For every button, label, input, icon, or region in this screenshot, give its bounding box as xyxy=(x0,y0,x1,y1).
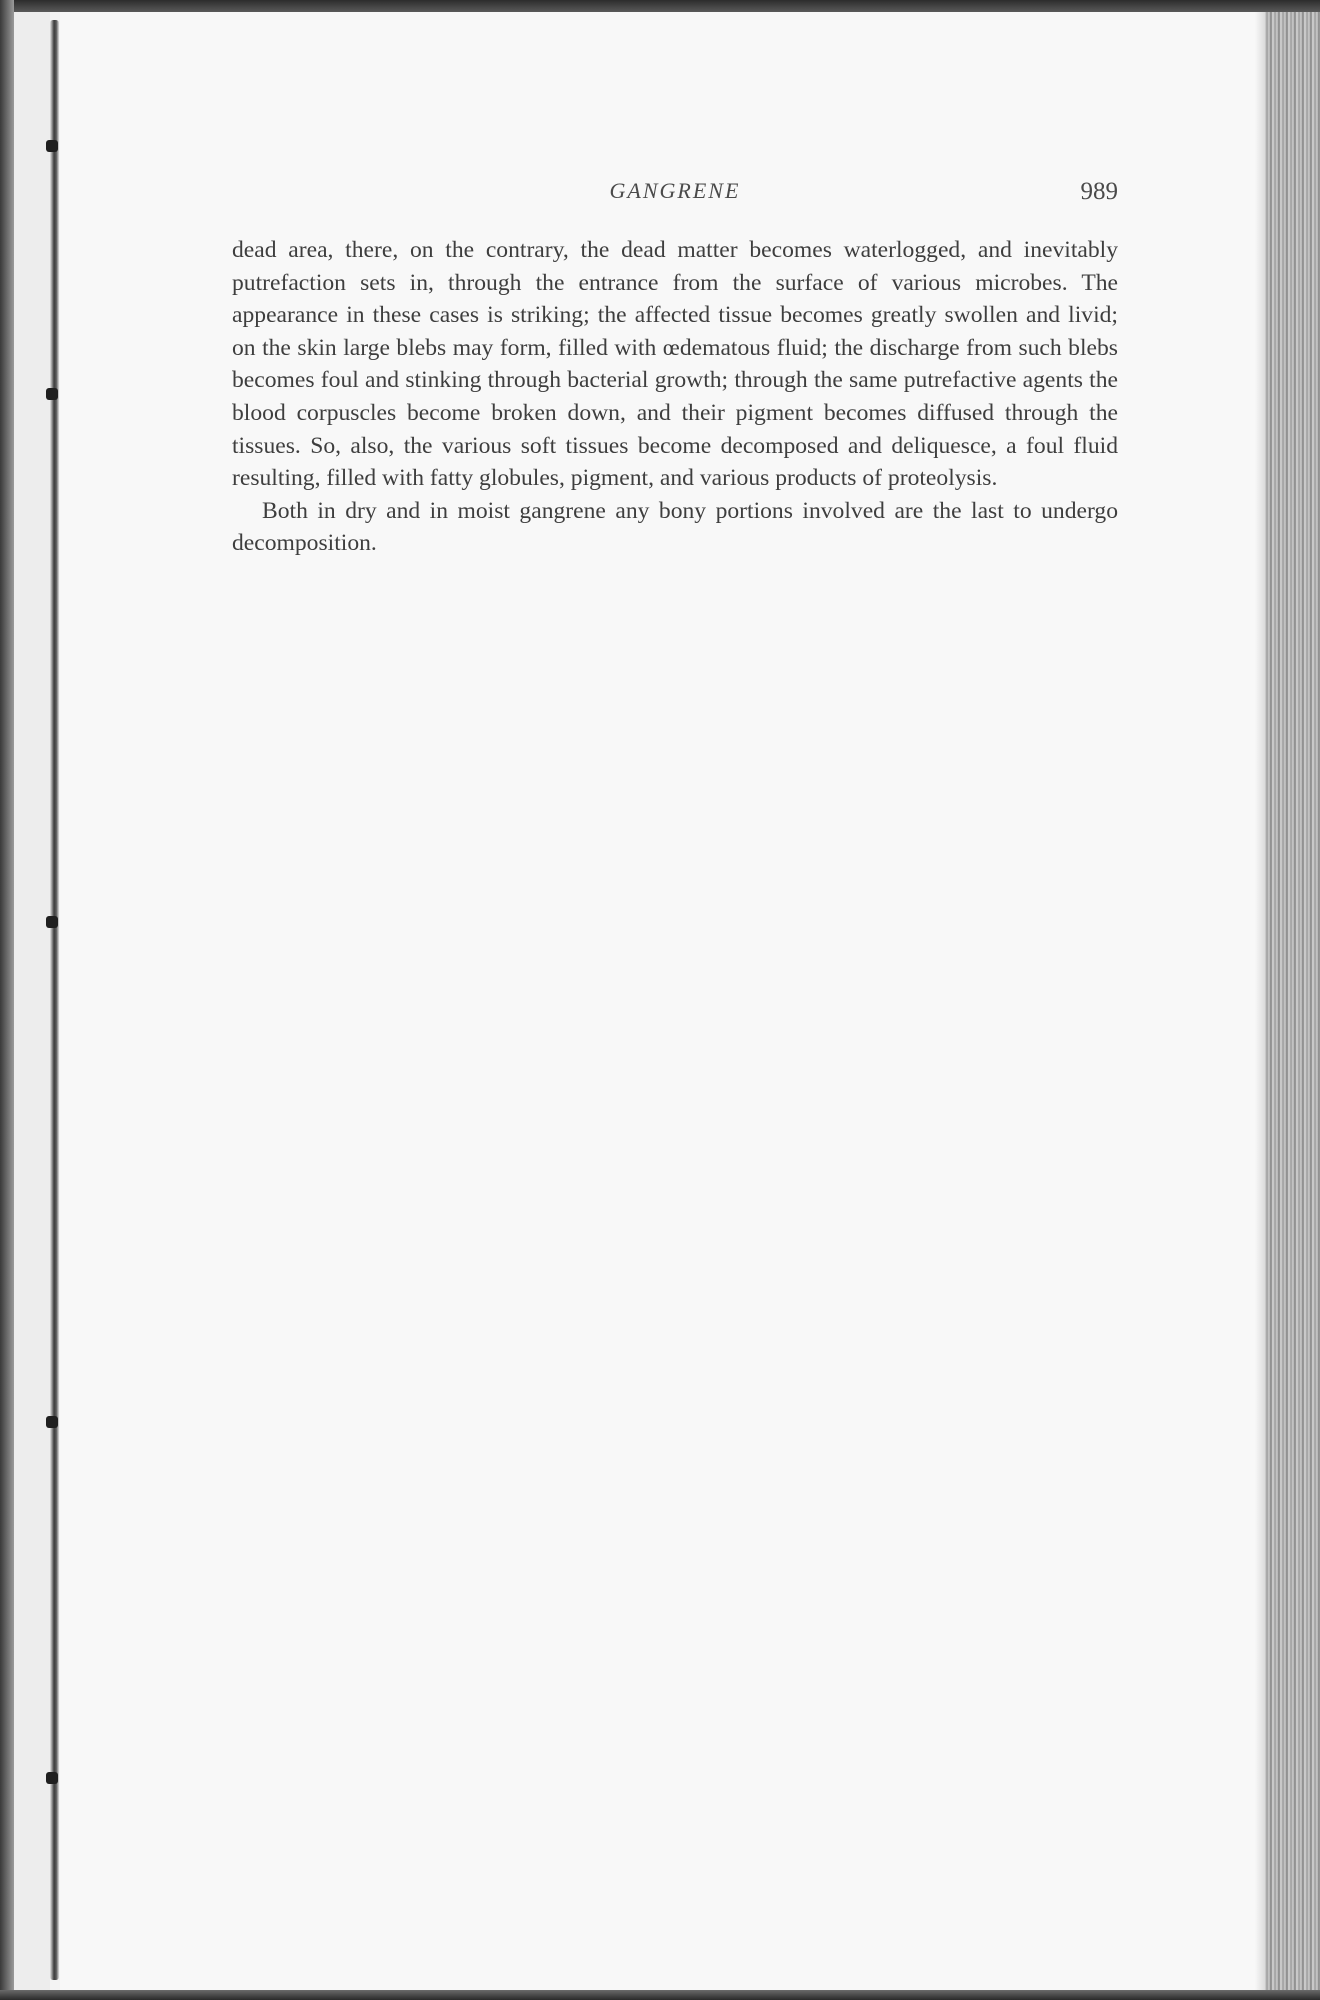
binding-stitch xyxy=(46,140,58,152)
facing-page-sliver xyxy=(14,12,50,1990)
binding-gutter xyxy=(50,20,59,1980)
binding-stitch xyxy=(46,1416,58,1428)
binding-stitch xyxy=(46,1772,58,1784)
paragraph: Both in dry and in moist gangrene any bony portions involved are the last to undergo decomposition. xyxy=(232,497,1118,557)
scan-border-top xyxy=(0,0,1320,12)
body-text xyxy=(232,234,1118,560)
scan-border-bottom xyxy=(0,1990,1320,2000)
scan-border-left xyxy=(0,0,14,2000)
paragraph: dead area, there, on the contrary, the dead matter becomes waterlogged, and inevitably putrefaction sets in, through the entrance from the surface of various microbes. The appearance in these cases is striking; the affected tissue becomes greatly swollen and livid; on the skin large blebs may form, filled with œdematous fluid; the discharge from such blebs becomes foul and stinking through bacterial growth; through the same putrefactive agents the blood corpuscles become broken down, and their pigment becomes diffused through the tissues. So, also, the various soft tissues become decomposed and deliquesce, a foul fluid resulting, filled with fatty globules, pigment, and various products of proteolysis. xyxy=(232,237,1118,492)
page-edges xyxy=(1265,12,1320,1990)
binding-stitch xyxy=(46,388,58,400)
page-header xyxy=(232,178,1118,214)
binding-stitch xyxy=(46,916,58,928)
page-number: 989 xyxy=(1080,178,1118,205)
running-head: GANGRENE xyxy=(609,178,741,203)
